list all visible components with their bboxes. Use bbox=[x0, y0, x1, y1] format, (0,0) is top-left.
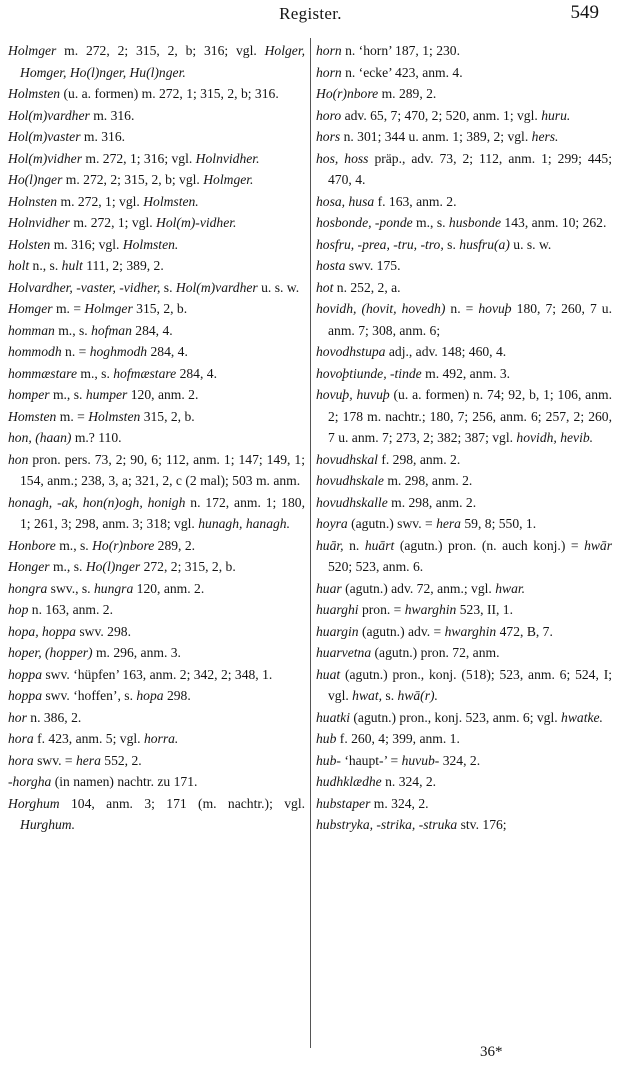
index-entry: Holmger m. 272, 2; 315, 2, b; 316; vgl. Holger, Homger, Ho(l)nger, Hu(l)nger. bbox=[8, 43, 305, 80]
index-entry: Holnvidher m. 272, 1; vgl. Hol(m)-vidher. bbox=[8, 215, 237, 230]
index-entry: Holmsten (u. a. formen) m. 272, 1; 315, 2, b; 316. bbox=[8, 86, 279, 101]
index-entry: Honbore m., s. Ho(r)nbore 289, 2. bbox=[8, 537, 196, 553]
index-entry: hubstryka, -strika, -struka stv. 176; bbox=[316, 817, 507, 832]
index-entry: Hol(m)vardher m. 316. bbox=[8, 107, 135, 123]
index-entry: hora swv. = hera 552, 2. bbox=[8, 752, 142, 768]
index-entry: Holsten m. 316; vgl. Holmsten. bbox=[8, 236, 179, 252]
index-entry: hors n. 301; 344 u. anm. 1; 389, 2; vgl. hers. bbox=[316, 129, 559, 144]
index-entry: hovidh, (hovit, hovedh) n. = hovuþ 180, 7; 260, 7 u. anm. 7; 308, anm. 6; bbox=[316, 301, 612, 338]
index-entry: homman m., s. hofman 284, 4. bbox=[8, 322, 173, 338]
column-divider bbox=[310, 38, 311, 1048]
index-entry: homper m., s. humper 120, anm. 2. bbox=[8, 387, 199, 402]
index-entry: Horghum 104, anm. 3; 171 (m. nachtr.); vgl. Hurghum. bbox=[8, 795, 305, 832]
index-entry: hovuþ, huvuþ (u. a. formen) n. 74; 92, b, 1; 106, anm. 2; 178 m. nachtr.; 180, 7; 256, anm. 6; 257, 2; 260, 7 u. anm. 7; 273, 2; 382; 387; vgl. hovidh, hevib. bbox=[316, 387, 612, 445]
index-entry: hoyra (agutn.) swv. = hera 59, 8; 550, 1. bbox=[316, 516, 537, 531]
index-entry: hudhklædhe n. 324, 2. bbox=[316, 774, 437, 789]
index-entry: hora f. 423, anm. 5; vgl. horra. bbox=[8, 731, 179, 746]
index-entry: hop n. 163, anm. 2. bbox=[8, 602, 113, 617]
index-entry: hoppa swv. ‘hüpfen’ 163, anm. 2; 342, 2; 348, 1. bbox=[8, 666, 273, 682]
index-entry: hoper, (hopper) m. 296, anm. 3. bbox=[8, 645, 181, 660]
index-entry: horo adv. 65, 7; 470, 2; 520, anm. 1; vgl. huru. bbox=[316, 107, 571, 123]
index-entry: Ho(l)nger m. 272, 2; 315, 2, b; vgl. Holmger. bbox=[8, 172, 254, 187]
index-entry: huargin (agutn.) adv. = hwarghin 472, B, 7. bbox=[316, 623, 553, 639]
index-entry: hub- ‘haupt-’ = huvub- 324, 2. bbox=[316, 752, 481, 768]
index-entry: huarghi pron. = hwarghin 523, II, 1. bbox=[316, 602, 513, 617]
index-entry: honagh, -ak, hon(n)ogh, honigh n. 172, anm. 1; 180, 1; 261, 3; 298, anm. 3; 318; vgl. hunagh, hanagh. bbox=[8, 494, 305, 531]
index-entry: hub f. 260, 4; 399, anm. 1. bbox=[316, 731, 460, 746]
index-entry: hommæstare m., s. hofmæstare 284, 4. bbox=[8, 365, 217, 381]
index-entry: hosfru, -prea, -tru, -tro, s. husfru(a) u. s. w. bbox=[316, 236, 552, 252]
index-entry: hosta swv. 175. bbox=[316, 258, 401, 273]
index-entry: Ho(r)nbore m. 289, 2. bbox=[316, 86, 437, 101]
index-entry: hovodhstupa adj., adv. 148; 460, 4. bbox=[316, 344, 507, 359]
index-entry: hommodh n. = hoghmodh 284, 4. bbox=[8, 344, 188, 359]
index-column-left bbox=[8, 40, 305, 836]
index-entry: hot n. 252, 2, a. bbox=[316, 279, 401, 295]
index-entry: hor n. 386, 2. bbox=[8, 709, 82, 725]
index-entry: huar (agutn.) adv. 72, anm.; vgl. hwar. bbox=[316, 580, 526, 596]
index-entry: huatki (agutn.) pron., konj. 523, anm. 6; vgl. hwatke. bbox=[316, 709, 603, 725]
index-entry: hon pron. pers. 73, 2; 90, 6; 112, anm. 1; 147; 149, 1; 154, anm.; 238, 3, a; 321, 2, c (2 mal); 503 m. anm. bbox=[8, 451, 305, 488]
index-entry: huarvetna (agutn.) pron. 72, anm. bbox=[316, 645, 500, 660]
signature-mark: 36* bbox=[480, 1044, 503, 1060]
index-entry: hoppa swv. ‘hoffen’, s. hopa 298. bbox=[8, 688, 191, 703]
index-entry: hovoþtiunde, -tinde m. 492, anm. 3. bbox=[316, 365, 511, 381]
page-header bbox=[0, 0, 621, 32]
index-entry: horn n. ‘horn’ 187, 1; 230. bbox=[316, 43, 460, 58]
page-number: 549 bbox=[570, 2, 599, 23]
index-entry: hon, (haan) m.? 110. bbox=[8, 430, 122, 445]
index-entry: horn n. ‘ecke’ 423, anm. 4. bbox=[316, 64, 463, 80]
index-entry: hubstaper m. 324, 2. bbox=[316, 795, 429, 811]
index-column-right bbox=[316, 40, 612, 836]
index-entry: huār, n. huārt (agutn.) pron. (n. auch konj.) = hwār 520; 523, anm. 6. bbox=[316, 537, 613, 574]
index-entry: Hol(m)vidher m. 272, 1; 316; vgl. Holnvidher. bbox=[8, 150, 260, 166]
index-entry: huat (agutn.) pron., konj. (518); 523, anm. 6; 524, I; vgl. hwat, s. hwā(r). bbox=[316, 666, 612, 703]
index-entry: Honger m., s. Ho(l)nger 272, 2; 315, 2, b. bbox=[8, 559, 236, 574]
index-entry: Homger m. = Holmger 315, 2, b. bbox=[8, 301, 188, 316]
index-entry: hongra swv., s. hungra 120, anm. 2. bbox=[8, 580, 205, 596]
index-entry: -horgha (in namen) nachtr. zu 171. bbox=[8, 774, 198, 789]
index-entry: hopa, hoppa swv. 298. bbox=[8, 623, 131, 639]
index-entry: hovudhskale m. 298, anm. 2. bbox=[316, 473, 473, 488]
index-entry: Holvardher, -vaster, -vidher, s. Hol(m)vardher u. s. w. bbox=[8, 279, 300, 295]
index-entry: Homsten m. = Holmsten 315, 2, b. bbox=[8, 408, 195, 424]
index-entry: hos, hoss präp., adv. 73, 2; 112, anm. 1; 299; 445; 470, 4. bbox=[316, 150, 612, 187]
index-entry: hosa, husa f. 163, anm. 2. bbox=[316, 193, 457, 209]
index-entry: hovudhskal f. 298, anm. 2. bbox=[316, 451, 461, 467]
index-entry: hovudhskalle m. 298, anm. 2. bbox=[316, 494, 477, 510]
index-entry: Holnsten m. 272, 1; vgl. Holmsten. bbox=[8, 193, 199, 209]
index-entry: holt n., s. hult 111, 2; 389, 2. bbox=[8, 258, 164, 273]
page-title: Register. bbox=[279, 4, 342, 23]
index-entry: Hol(m)vaster m. 316. bbox=[8, 129, 126, 144]
index-entry: hosbonde, -ponde m., s. husbonde 143, anm. 10; 262. bbox=[316, 215, 607, 230]
